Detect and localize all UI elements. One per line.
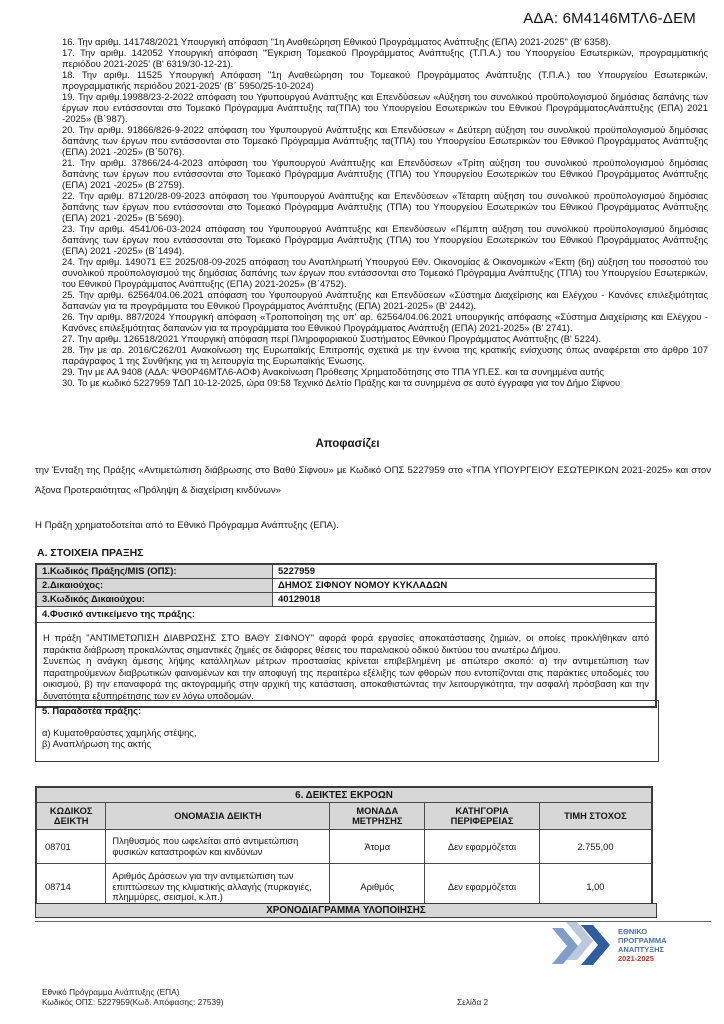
preamble-item: 18. Την αριθμ. 11525 Υπουργική Απόφαση "1η Αναθεώρηση του Τομεακού Προγράμματος Ανάπτυξης (Τ.Π.Α.) του Υπουργείου Εσωτερικών, προγραμματικής περιόδου 2021-2025' (Β΄ 5950/25-10-2024) [62, 69, 708, 91]
mis-code-label: 1.Κωδικός Πράξης/MIS (ΟΠΣ): [36, 564, 273, 579]
epa-logo-line: ΠΡΟΓΡΑΜΜΑ [618, 936, 667, 945]
footer-program-line: Εθνικό Πρόγραμμα Ανάπτυξης (ΕΠΑ) [42, 987, 180, 997]
indicator-unit: Άτομα [330, 830, 425, 864]
beneficiary-code-value: 40129018 [273, 593, 657, 607]
indicator-name: Πληθυσμός που ωφελείται από αντιμετώπιση φυσικών καταστροφών και κινδύνων [106, 830, 330, 864]
footer-code-line: Κωδικός ΟΠΣ: 5227959(Κωδ. Απόφασης: 27539) [42, 996, 224, 1007]
col-header-region: ΚΑΤΗΓΟΡΙΑ ΠΕΡΙΦΕΡΕΙΑΣ [425, 803, 540, 830]
beneficiary-label: 2.Δικαιούχος: [36, 579, 273, 593]
table-title-row [36, 787, 652, 803]
beneficiary-code-label: 3.Κωδικός Δικαιούχου: [36, 593, 273, 607]
indicators-title: 6. ΔΕΙΚΤΕΣ ΕΚΡΟΩΝ [36, 787, 652, 803]
preamble-item: 28. Την με αρ. 2016/C262/01 Ανακοίνωση της Ευρωπαϊκής Επιτροπής σχετικά με την έννοια της κρατικής ενίσχυσης όπως αναφέρεται στο άρθρο 107 παράγραφος 1 της Συνθήκης για τη λειτουργία της Ευρωπαϊκής Ένωσης. [62, 344, 708, 366]
preamble-item: 21. Την αριθμ. 37866/24-4-2023 απόφαση του Υφυπουργού Ανάπτυξης και Επενδύσεων «Τρίτη αύξηση του συνολικού προϋπολογισμού δημόσιας δαπάνης των έργων που εντάσσονται στο Τομεακό Πρόγραμμα Ανάπτυξης (ΤΠΑ) του Υπουργείου Εσωτερικών του Εθνικού Προγράμματος Ανάπτυξης (ΕΠΑ) 2021 -2025» (Β΄2759). [62, 157, 708, 190]
epa-chevrons-icon [551, 921, 615, 969]
epa-logo-text [618, 927, 667, 963]
preamble-item: 23. Την αριθμ. 4541/06-03-2024 απόφαση του Υφυπουργού Ανάπτυξης και Επενδύσεων «Πέμπτη αύξηση του συνολικού προϋπολογισμού δημόσιας δαπάνης των έργων που εντάσσονται στο Τομεακό Πρόγραμμα Ανάπτυξης (ΤΠΑ) του Υπουργείου Εσωτερικών του Εθνικού Προγράμματος Ανάπτυξης (ΕΠΑ) 2021 -2025» (Β΄1494). [62, 223, 708, 256]
decision-body: την Ένταξη της Πράξης «Αντιμετώπιση διάβρωσης στο Βαθύ Σίφνου» με Κωδικό ΟΠΣ 5227959 στο «ΤΠΑ ΥΠΟΥΡΓΕΙΟΥ ΕΣΩΤΕΡΙΚΩΝ 2021-2025» και στον Άξονα Προτεραιότητας «Πρόληψη & διαχείριση κινδύνων» [35, 465, 711, 496]
deliverables-box [35, 700, 659, 762]
indicator-region: Δεν εφαρμόζεται [425, 864, 540, 912]
physical-object-label: 4.Φυσικό αντικείμενο της πράξης: [36, 607, 656, 623]
description-paragraph: Η πράξη "ΑΝΤΙΜΕΤΩΠΙΣΗ ΔΙΑΒΡΩΣΗΣ ΣΤΟ ΒΑΘΥ ΣΙΦΝΟΥ" αφορά φορά εργασίες αποκατάστασης ζημιών, οι οποίες προκλήθηκαν από παράκτια διάβρωση προκαλώντας σημαντικές ζημιές σε διάφορες θέσεις του παραλιακού οδικού δικτύου του ανωτέρω Δήμου. [43, 633, 649, 655]
preamble-item: 22. Την αριθμ. 87120/28-09-2023 απόφαση του Υφυπουργού Ανάπτυξης και Επενδύσεων «Τέταρτη αύξηση του συνολικού προϋπολογισμού δημόσιας δαπάνης των έργων που εντάσσονται στο Τομεακό Πρόγραμμα Ανάπτυξης (ΤΠΑ) του Υπουργείου Εσωτερικών του Εθνικού Προγράμματος Ανάπτυξης (ΕΠΑ) 2021 -2025» (Β΄5690). [62, 190, 708, 223]
deliverable-item: α) Κυματοθραύστες χαμηλής στέψης, [42, 727, 197, 738]
epa-logo-line: ΕΘΝΙΚΟ [618, 927, 648, 936]
indicator-target: 2.755,00 [539, 830, 652, 864]
footer [42, 988, 224, 1007]
preamble-item: 30. Το με κωδικό 5227959 ΤΔΠ 10-12-2025, ώρα 09:58 Τεχνικό Δελτίο Πράξης και τα συνημμένα σε αυτό έγγραφα για τον Δήμο Σίφνου [62, 377, 621, 388]
col-header-target: ΤΙΜΗ ΣΤΟΧΟΣ [539, 803, 652, 830]
table-row [36, 830, 652, 864]
col-header-name: ΟΝΟΜΑΣΙΑ ΔΕΙΚΤΗ [106, 803, 330, 830]
physical-object-description [36, 623, 656, 708]
table-header-row [36, 803, 652, 830]
epa-logo [551, 921, 671, 973]
beneficiary-value: ΔΗΜΟΣ ΣΙΦΝΟΥ ΝΟΜΟΥ ΚΥΚΛΑΔΩΝ [273, 579, 657, 593]
preamble-item: 26. Την αριθμ. 887/2024 Υπουργική απόφαση «Τροποποίηση της υπ' αρ. 62564/04.06.2021 υπουργικής απόφασης «Σύστημα Διαχείρισης και Ελέγχου - Κανόνες επιλεξιμότητας δαπανών για τα προγράμματα του Εθνικού Προγράμματος Ανάπτυξη (ΕΠΑ) 2021-2025» (Β' 2741). [62, 311, 708, 333]
indicator-code: 08714 [36, 864, 106, 912]
preamble-item: 24. Την αριθμ. 149071 ΕΞ 2025/08-09-2025 απόφαση του Αναπληρωτή Υπουργού Εθν. Οικονομίας & Οικονομικών «Έκτη (6η) αύξηση του ποσοστού του συνολικού προϋπολογισμού της δημόσιας δαπάνης των έργων που εντάσσονται στο Τομεακό Πρόγραμμα Ανάπτυξης (ΤΠΑ) του Υπουργείου Εσωτερικών, του Εθνικού Προγράμματος Ανάπτυξης (ΕΠΑ) 2021-2025» (Β΄4752). [62, 256, 708, 289]
indicator-name: Αριθμός Δράσεων για την αντιμετώπιση των επιπτώσεων της κλιματικής αλλαγής (πυρκαγιές, πλημμύρες, σεισμοί, κ.λπ.) [106, 864, 330, 912]
preamble-item: 29. Την με ΑΑ 9408 (ΑΔΑ: ΨΘ0Ρ46ΜΤΛ6-ΑΟΦ) Ανακοίνωση Πρόθεσης Χρηματοδότησης στο ΤΠΑ ΥΠ.ΕΣ. και τα συνημμένα αυτής [62, 366, 604, 377]
preamble-list [62, 36, 708, 404]
deliverables-label: 5. Παραδοτέα πράξης: [42, 705, 142, 716]
preamble-item: 20. Την αριθμ. 91866/826-9-2022 απόφαση του Υφυπουργού Ανάπτυξης και Επενδύσεων « Δεύτερη αύξηση του συνολικού προϋπολογισμού δημόσιας δαπάνης των έργων που εντάσσονται στο Τομεακό Πρόγραμμα Ανάπτυξης τα(ΤΠΑ) του Υπουργείου Εσωτερικών του Εθνικού Προγράμματος Ανάπτυξης (ΕΠΑ) 2021 -2025» (Β΄5076). [62, 124, 708, 157]
col-header-unit: ΜΟΝΑΔΑ ΜΕΤΡΗΣΗΣ [330, 803, 425, 830]
decision-heading: Αποφασίζει [315, 438, 380, 450]
funding-note: Η Πράξη χρηματοδοτείται από το Εθνικό Πρόγραμμα Ανάπτυξης (ΕΠΑ). [35, 520, 339, 531]
indicator-target: 1,00 [539, 864, 652, 912]
table-row [36, 607, 656, 623]
description-paragraph: Συνεπώς η ανάγκη άμεσης λήψης κατάλληλων μέτρων προστασίας κρίνεται επιβεβλημένη με απώτερο σκοπό: α) την αντιμετώπιση των παρατηρούμενων διαβρωτικών φαινομένων και την αποφυγή της περαιτέρω εξέλιξης των φθορών που εντοπίζονται στις παράκτιες υποδομές του οικισμού, β) την επαναφορά της ακτογραμμής στην αρχική της κατάσταση, αποκαθιστώντας την λειτουργικότητα, την ασφαλή πρόσβαση και την δυνατότητα εξυπηρέτησης των εν λόγω υποδομών. [43, 656, 649, 701]
mis-code-value: 5227959 [273, 564, 657, 579]
table-row [36, 623, 656, 708]
epa-logo-years: 2021-2025 [618, 954, 654, 963]
output-indicators-table [35, 786, 653, 912]
indicator-region: Δεν εφαρμόζεται [425, 830, 540, 864]
col-header-code: ΚΩΔΙΚΟΣ ΔΕΙΚΤΗ [36, 803, 106, 830]
preamble-item: 19. Την αριθμ.19988/23-2-2022 απόφαση του Υφυπουργού Ανάπτυξης και Επενδύσεων «Αύξηση του συνολικού προϋπολογισμού δημόσιας δαπάνης των έργων που εντάσσονται στο Τομεακό Πρόγραμμα Ανάπτυξης τα(ΤΠΑ) του Υπουργείου Εσωτερικών του Εθνικού ΠρογράμματοςΑνάπτυξης (ΕΠΑ) 2021 -2025» (Β΄987). [62, 91, 708, 124]
table-row [36, 593, 656, 607]
preamble-item: 17. Την αριθμ. 142052 Υπουργική απόφαση "Έγκριση Τομεακού Προγράμματος Ανάπτυξης (Τ.Π.Α.) του Υπουργείου Εσωτερικών, προγραμματικής περιόδου 2021-2025' (Β' 6319/30-12-21). [62, 47, 708, 69]
timeline-header-bar: ΧΡΟΝΟΔΙΑΓΡΑΜΜΑ ΥΛΟΠΟΙΗΣΗΣ [35, 903, 657, 918]
deliverable-item: β) Αναπλήρωση της ακτής [42, 738, 152, 749]
preamble-item: 25. Την αριθμ. 62564/04.06.2021 απόφαση του Υφυπουργού Ανάπτυξης και Επενδύσεων «Σύστημα Διαχείρισης και Ελέγχου - Κανόνες επιλεξιμότητας δαπανών για τα προγράμματα του Εθνικού Προγράμματος Ανάπτυξης (ΕΠΑ) 2021-2025» (Β' 2442). [62, 289, 708, 311]
preamble-item: 16. Την αριθμ. 141748/2021 Υπουργική απόφαση "1η Αναθεώρηση Εθνικού Προγράμματος Ανάπτυξης (ΕΠΑ) 2021-2025" (Β' 6358). [62, 36, 611, 47]
epa-logo-line: ΑΝΑΠΤΥΞΗΣ [618, 945, 664, 954]
table-row [36, 564, 656, 579]
preamble-item: 27. Την αριθμ. 126518/2021 Υπουργική απόφαση περί Πληροφοριακού Συστήματος Εθνικού Προγράμματος Ανάπτυξης (Β' 5224). [62, 333, 601, 344]
table-row [36, 579, 656, 593]
page-number: Σελίδα 2 [457, 997, 489, 1007]
praxis-details-table [35, 563, 657, 708]
indicator-unit: Αριθμός [330, 864, 425, 912]
ada-code: ΑΔΑ: 6Μ4146ΜΤΛ6-ΔΕΜ [523, 10, 696, 27]
section-a-title: Α. ΣΤΟΙΧΕΙΑ ΠΡΑΞΗΣ [37, 547, 144, 559]
indicator-code: 08701 [36, 830, 106, 864]
